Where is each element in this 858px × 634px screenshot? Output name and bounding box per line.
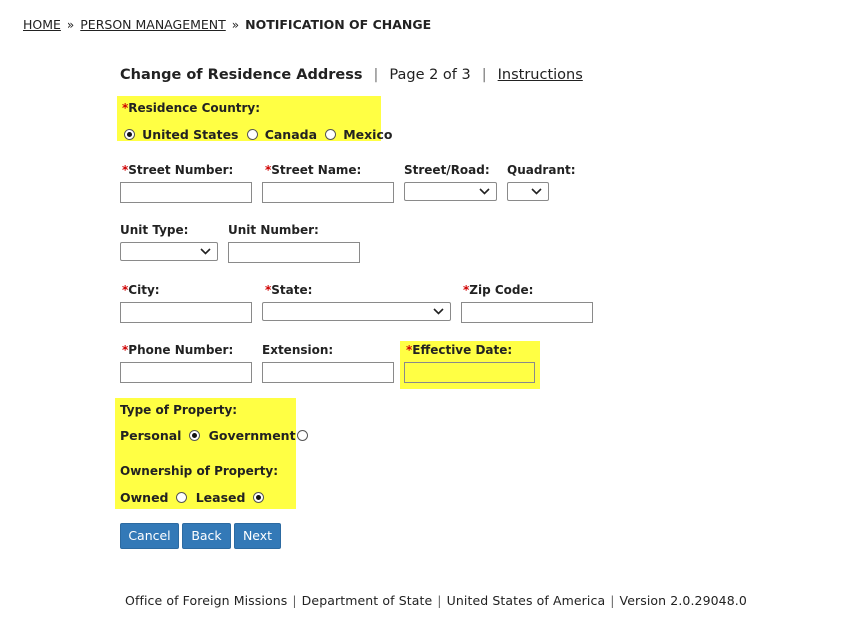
breadcrumb-separator: » xyxy=(231,18,240,32)
residence-country-options xyxy=(124,124,392,143)
header-separator: | xyxy=(373,67,379,83)
unit-type-select[interactable] xyxy=(120,242,218,261)
back-button[interactable]: Back xyxy=(182,523,231,549)
extension-label: Extension: xyxy=(262,343,334,357)
radio-canada-label[interactable]: Canada xyxy=(264,127,318,142)
breadcrumb-separator: » xyxy=(66,18,75,32)
phone-number-label: *Phone Number: xyxy=(122,343,234,357)
radio-mexico[interactable] xyxy=(325,129,336,140)
footer-separator: | xyxy=(437,593,442,608)
quadrant-label: Quadrant: xyxy=(507,163,576,177)
unit-number-input[interactable] xyxy=(228,242,360,263)
chevron-down-icon xyxy=(478,186,491,197)
chevron-down-icon xyxy=(530,186,543,197)
radio-personal[interactable] xyxy=(189,430,200,441)
radio-owned[interactable] xyxy=(176,492,187,503)
street-road-select[interactable] xyxy=(404,182,497,201)
city-label: *City: xyxy=(122,283,160,297)
street-road-label: Street/Road: xyxy=(404,163,490,177)
street-name-input[interactable] xyxy=(262,182,394,203)
radio-united-states-label[interactable]: United States xyxy=(142,127,239,142)
chevron-down-icon xyxy=(199,246,212,257)
chevron-down-icon xyxy=(432,306,445,317)
street-number-input[interactable] xyxy=(120,182,252,203)
breadcrumb-person-management-link[interactable]: PERSON MANAGEMENT xyxy=(80,17,226,32)
footer-version: Version 2.0.29048.0 xyxy=(619,593,747,608)
unit-type-label: Unit Type: xyxy=(120,223,189,237)
zip-code-label: *Zip Code: xyxy=(463,283,534,297)
footer-separator: | xyxy=(610,593,615,608)
radio-government[interactable] xyxy=(297,430,308,441)
ownership-of-property-label: Ownership of Property: xyxy=(120,464,279,478)
street-number-label: *Street Number: xyxy=(122,163,234,177)
state-select[interactable] xyxy=(262,302,451,321)
city-input[interactable] xyxy=(120,302,252,323)
radio-owned-label[interactable]: Owned xyxy=(120,490,169,505)
next-button[interactable]: Next xyxy=(234,523,281,549)
required-marker: * xyxy=(122,101,129,115)
zip-code-input[interactable] xyxy=(461,302,593,323)
cancel-button[interactable]: Cancel xyxy=(120,523,179,549)
breadcrumb-current: NOTIFICATION OF CHANGE xyxy=(245,17,432,32)
header-separator: | xyxy=(481,67,487,83)
page-title: Change of Residence Address xyxy=(120,67,363,83)
phone-number-input[interactable] xyxy=(120,362,252,383)
footer xyxy=(125,593,747,608)
radio-leased[interactable] xyxy=(253,492,264,503)
radio-canada[interactable] xyxy=(247,129,258,140)
radio-personal-label[interactable]: Personal xyxy=(120,428,182,443)
quadrant-select[interactable] xyxy=(507,182,549,201)
state-label: *State: xyxy=(265,283,313,297)
page-indicator: Page 2 of 3 xyxy=(389,67,471,83)
ownership-of-property-options xyxy=(120,487,264,506)
extension-input[interactable] xyxy=(262,362,394,383)
footer-country: United States of America xyxy=(446,593,606,608)
type-of-property-options xyxy=(120,425,308,444)
effective-date-input[interactable] xyxy=(404,362,535,383)
footer-office: Office of Foreign Missions xyxy=(125,593,288,608)
unit-number-label: Unit Number: xyxy=(228,223,319,237)
effective-date-label: *Effective Date: xyxy=(406,343,513,357)
breadcrumb xyxy=(23,17,431,32)
footer-separator: | xyxy=(292,593,297,608)
breadcrumb-home-link[interactable]: HOME xyxy=(23,17,61,32)
radio-government-label[interactable]: Government xyxy=(208,428,296,443)
street-name-label: *Street Name: xyxy=(265,163,362,177)
radio-leased-label[interactable]: Leased xyxy=(195,490,246,505)
form-header xyxy=(120,67,583,83)
instructions-link[interactable]: Instructions xyxy=(497,67,583,83)
radio-united-states[interactable] xyxy=(124,129,135,140)
residence-country-label: *Residence Country: xyxy=(122,101,261,115)
footer-department: Department of State xyxy=(301,593,433,608)
radio-mexico-label[interactable]: Mexico xyxy=(343,127,393,142)
type-of-property-label: Type of Property: xyxy=(120,403,238,417)
